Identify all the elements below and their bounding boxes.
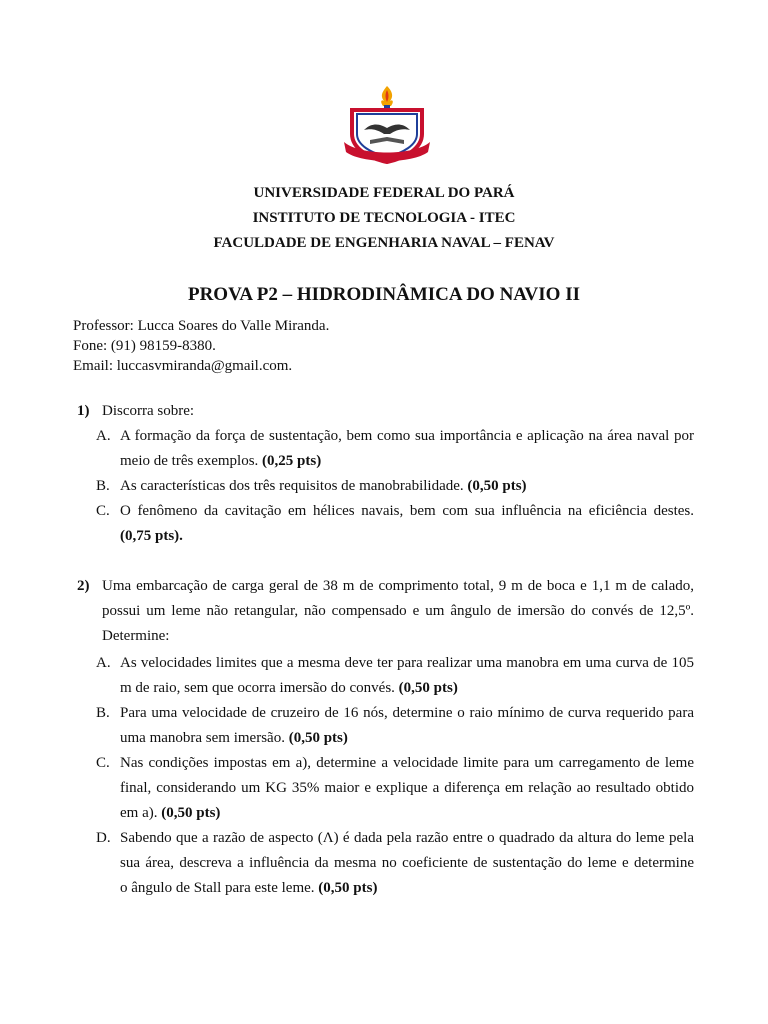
q1-item-a-letter: A.	[96, 428, 111, 444]
q2-item-b-line2	[120, 730, 348, 747]
university-seal-logo	[340, 82, 434, 174]
q2-item-d-points: (0,50 pts)	[318, 880, 378, 896]
question-2-line2: possui um leme não retangular, não compensado e um ângulo de imersão do convés de 12,5º.	[102, 603, 694, 619]
q1-item-b-line	[120, 478, 527, 495]
q2-item-b-letter: B.	[96, 705, 110, 721]
faculty-name: FACULDADE DE ENGENHARIA NAVAL – FENAV	[213, 235, 555, 251]
q2-item-a-line2	[120, 680, 458, 697]
question-1-intro: Discorra sobre:	[102, 403, 195, 419]
q2-item-c-letter: C.	[96, 755, 110, 771]
q2-item-c-line2: final, considerando um KG 35% maior e explique a diferença em relação ao resultado obtido	[120, 780, 694, 796]
q2-item-d-letter: D.	[96, 830, 111, 846]
q2-item-a-line1: As velocidades limites que a mesma deve ter para realizar uma manobra em uma curva de 105	[120, 655, 694, 671]
q1-item-c-line1: O fenômeno da cavitação em hélices navais, bem com sua influência na eficiência destes.	[120, 503, 694, 519]
institute-name: INSTITUTO DE TECNOLOGIA - ITEC	[252, 210, 516, 226]
q2-item-d-text: o ângulo de Stall para este leme.	[120, 880, 315, 896]
q2-item-b-text: uma manobra sem imersão.	[120, 730, 285, 746]
q2-item-c-line1: Nas condições impostas em a), determine a velocidade limite para um carregamento de leme	[120, 755, 694, 771]
page-title: PROVA P2 – HIDRODINÂMICA DO NAVIO II	[187, 284, 580, 305]
question-1-number: 1)	[77, 403, 90, 419]
q1-item-c-points: (0,75 pts).	[120, 528, 183, 544]
q2-item-c-line3	[120, 805, 220, 822]
question-2-line1: Uma embarcação de carga geral de 38 m de comprimento total, 9 m de boca e 1,1 m de calado,	[102, 578, 694, 594]
professor-phone: Fone: (91) 98159-8380.	[73, 338, 216, 354]
q2-item-d-line2: sua área, descreva a influência da mesma no coeficiente de sustentação do leme e determine	[120, 855, 694, 871]
q2-item-b-line1: Para uma velocidade de cruzeiro de 16 nós, determine o raio mínimo de curva requerido para	[120, 705, 694, 721]
question-2-number: 2)	[77, 578, 90, 594]
q2-item-d-line1: Sabendo que a razão de aspecto (Λ) é dada pela razão entre o quadrado da altura do leme pela	[120, 830, 694, 846]
q1-item-c-line2	[120, 528, 183, 545]
q2-item-a-points: (0,50 pts)	[398, 680, 458, 696]
q1-item-b-text: As características dos três requisitos de manobrabilidade.	[120, 478, 464, 494]
q2-item-d-line3	[120, 880, 377, 897]
q1-item-a-points: (0,25 pts)	[262, 453, 322, 469]
q1-item-b-letter: B.	[96, 478, 110, 494]
q2-item-a-text: m de raio, sem que ocorra imersão do convés.	[120, 680, 395, 696]
q2-item-c-points: (0,50 pts)	[161, 805, 221, 821]
q1-item-a-line1: A formação da força de sustentação, bem como sua importância e aplicação na área naval por	[120, 428, 694, 444]
university-name: UNIVERSIDADE FEDERAL DO PARÁ	[253, 185, 515, 201]
q1-item-c-letter: C.	[96, 503, 110, 519]
q1-item-a-text: meio de três exemplos.	[120, 453, 259, 469]
q1-item-b-points: (0,50 pts)	[467, 478, 527, 494]
q2-item-a-letter: A.	[96, 655, 111, 671]
q1-item-a-line2	[120, 453, 321, 470]
q2-item-c-text: em a).	[120, 805, 158, 821]
q2-item-b-points: (0,50 pts)	[288, 730, 348, 746]
professor-email: Email: luccasvmiranda@gmail.com.	[73, 358, 293, 374]
question-2-line3: Determine:	[102, 628, 170, 644]
professor-name: Professor: Lucca Soares do Valle Miranda.	[73, 318, 330, 334]
